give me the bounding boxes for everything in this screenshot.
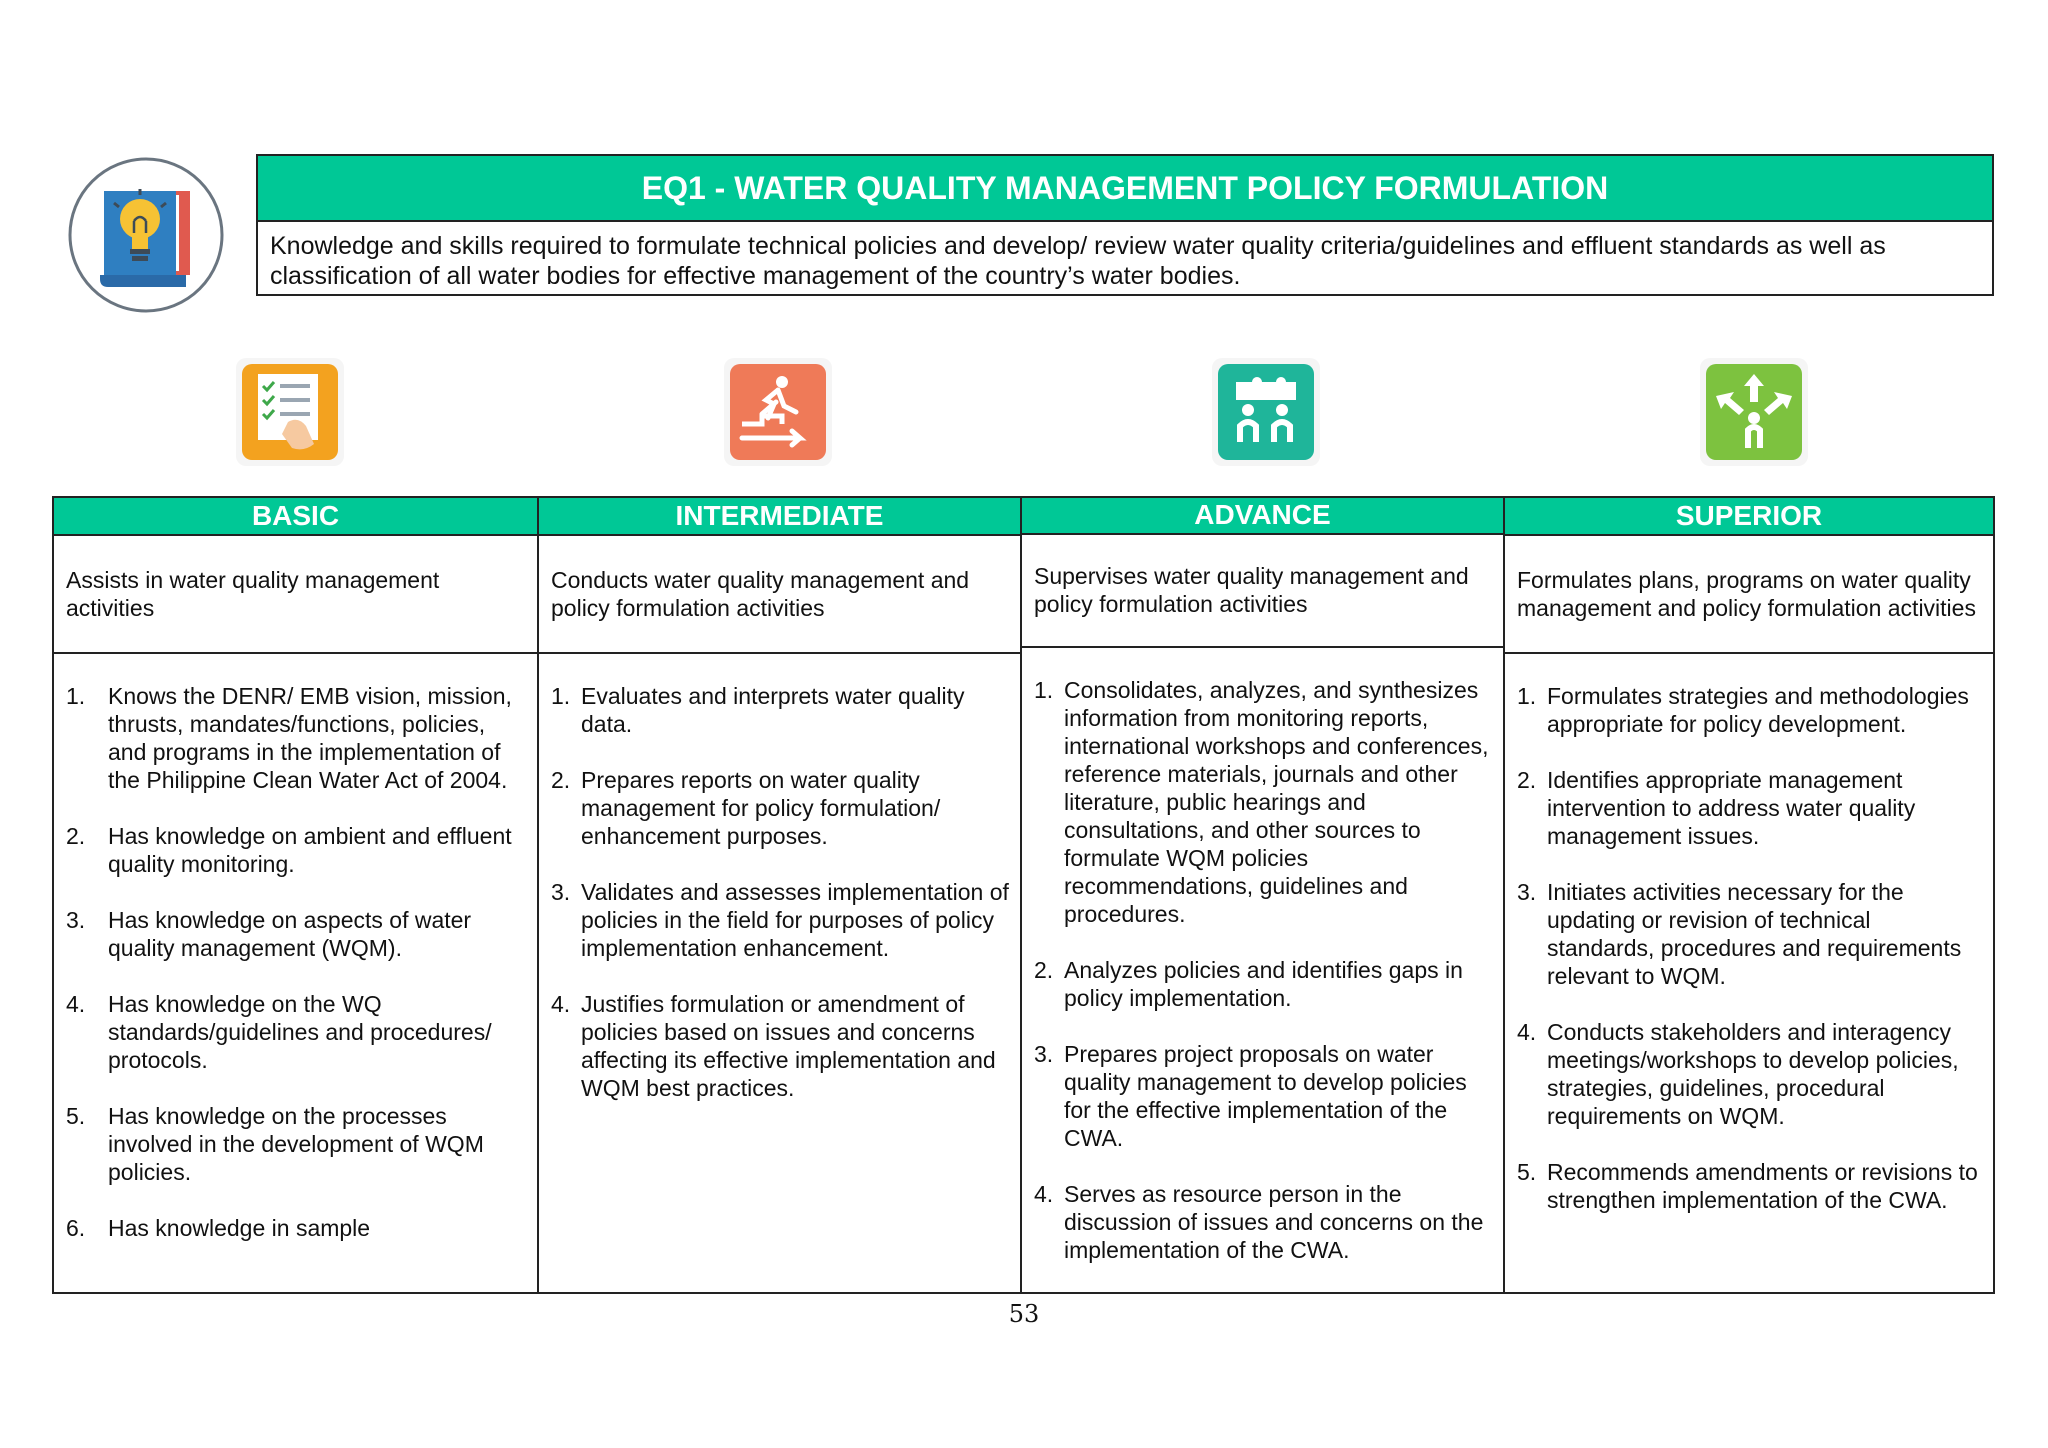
item-number: 2.	[66, 823, 86, 849]
crossroads-icon	[1694, 352, 1814, 472]
item-number: 2.	[1034, 957, 1054, 983]
item-text: Prepares project proposals on water quality management to develop policies for the effective implementation of the CWA.	[1064, 1041, 1467, 1151]
item-text: Has knowledge on the processes involved in the development of WQM policies.	[108, 1103, 484, 1185]
item-text: Knows the DENR/ EMB vision, mission, thrusts, mandates/functions, policies, and programs in the implementation of the Philippine Clean Water Act of 2004.	[108, 683, 512, 793]
checklist-icon	[230, 352, 350, 472]
item-text: Initiates activities necessary for the updating or revision of technical standards, procedures and requirements relevant to WQM.	[1547, 879, 1962, 989]
item-text: Evaluates and interprets water quality data.	[581, 683, 965, 737]
item-text: Consolidates, analyzes, and synthesizes information from monitoring reports, international workshops and conferences, reference materials, journals and other literature, public hearings and consultations, and other sources to formulate WQM policies recommendations, guidelines and procedures.	[1064, 677, 1489, 927]
competency-header	[256, 154, 1994, 296]
item-number: 4.	[66, 991, 86, 1017]
list-item	[66, 906, 527, 962]
item-text: Analyzes policies and identifies gaps in policy implementation.	[1064, 957, 1463, 1011]
list-item	[1034, 1040, 1493, 1152]
list-item	[1034, 1180, 1493, 1264]
level-header: SUPERIOR	[1505, 498, 1993, 536]
level-summary: Conducts water quality management and policy formulation activities	[539, 536, 1020, 654]
indicator-list	[1022, 648, 1503, 1292]
column-advance	[1020, 498, 1503, 1292]
item-number: 1.	[1517, 683, 1537, 709]
list-item	[551, 766, 1010, 850]
list-item	[1517, 1018, 1983, 1130]
item-number: 3.	[1517, 879, 1537, 905]
list-item	[1034, 676, 1493, 928]
item-text: Validates and assesses implementation of policies in the field for purposes of policy implementation enhancement.	[581, 879, 1009, 961]
item-number: 4.	[551, 991, 571, 1017]
item-number: 2.	[551, 767, 571, 793]
item-text: Has knowledge on the WQ standards/guidelines and procedures/ protocols.	[108, 991, 492, 1073]
level-summary: Supervises water quality management and policy formulation activities	[1022, 535, 1503, 648]
list-item	[66, 682, 527, 794]
item-text: Prepares reports on water quality management for policy formulation/ enhancement purposes.	[581, 767, 941, 849]
item-number: 4.	[1517, 1019, 1537, 1045]
item-number: 3.	[66, 907, 86, 933]
level-header: ADVANCE	[1022, 498, 1503, 535]
indicator-list	[54, 654, 537, 1270]
item-text: Identifies appropriate management intervention to address water quality management issues.	[1547, 767, 1916, 849]
list-item	[1517, 1158, 1983, 1214]
level-header: INTERMEDIATE	[539, 498, 1020, 536]
item-text: Has knowledge on aspects of water quality management (WQM).	[108, 907, 472, 961]
list-item	[66, 1102, 527, 1186]
list-item	[551, 878, 1010, 962]
item-text: Has knowledge in sample	[108, 1215, 371, 1241]
item-number: 4.	[1034, 1181, 1054, 1207]
item-number: 6.	[66, 1215, 86, 1241]
competency-description: Knowledge and skills required to formulate technical policies and develop/ review water quality criteria/guidelines and effluent standards as well as classification of all water bodies for effective management of the country’s water bodies.	[270, 232, 1886, 290]
list-item	[66, 822, 527, 878]
competency-table	[52, 496, 1995, 1294]
item-text: Formulates strategies and methodologies appropriate for policy development.	[1547, 683, 1969, 737]
list-item	[551, 682, 1010, 738]
item-number: 5.	[1517, 1159, 1537, 1185]
item-number: 1.	[551, 683, 571, 709]
column-basic	[54, 498, 537, 1292]
item-text: Conducts stakeholders and interagency meetings/workshops to develop policies, strategies, guidelines, procedural requirements on WQM.	[1547, 1019, 1959, 1129]
list-item	[66, 1214, 527, 1242]
competency-title: EQ1 - WATER QUALITY MANAGEMENT POLICY FORMULATION	[258, 156, 1992, 222]
column-superior	[1503, 498, 1993, 1292]
level-summary: Formulates plans, programs on water quality management and policy formulation activities	[1505, 536, 1993, 654]
item-number: 3.	[1034, 1041, 1054, 1067]
page-number: 53	[1008, 1300, 1040, 1328]
list-item	[66, 990, 527, 1074]
item-number: 2.	[1517, 767, 1537, 793]
item-text: Recommends amendments or revisions to strengthen implementation of the CWA.	[1547, 1159, 1978, 1213]
indicator-list	[1505, 654, 1993, 1242]
list-item	[1517, 766, 1983, 850]
level-summary: Assists in water quality management activities	[54, 536, 537, 654]
item-number: 1.	[1034, 677, 1054, 703]
list-item	[1517, 878, 1983, 990]
puzzle-people-icon	[1206, 352, 1326, 472]
level-header: BASIC	[54, 498, 537, 536]
list-item	[1034, 956, 1493, 1012]
list-item	[551, 990, 1010, 1102]
item-text: Has knowledge on ambient and effluent quality monitoring.	[108, 823, 512, 877]
indicator-list	[539, 654, 1020, 1130]
item-number: 5.	[66, 1103, 86, 1129]
item-text: Serves as resource person in the discussion of issues and concerns on the implementation of the CWA.	[1064, 1181, 1484, 1263]
item-number: 3.	[551, 879, 571, 905]
running-stairs-icon	[718, 352, 838, 472]
item-number: 1.	[66, 683, 86, 709]
lightbulb-book-icon	[64, 155, 228, 315]
item-text: Justifies formulation or amendment of policies based on issues and concerns affecting its effective implementation and WQM best practices.	[581, 991, 996, 1101]
list-item	[1517, 682, 1983, 738]
column-intermediate	[537, 498, 1020, 1292]
